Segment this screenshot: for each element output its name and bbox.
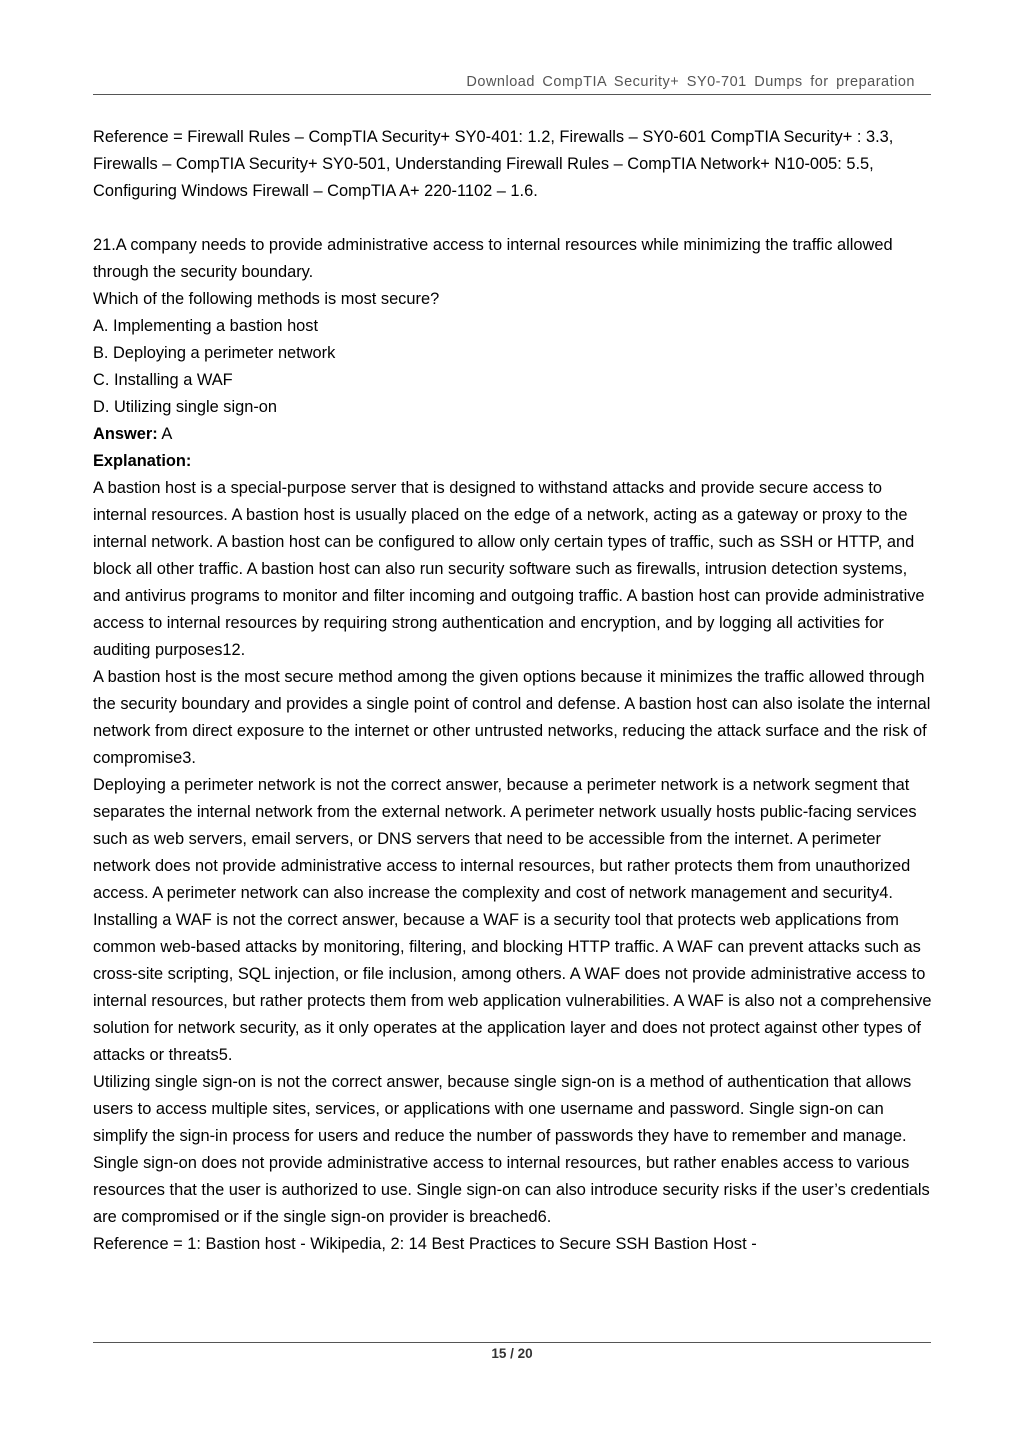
question-text: 21.A company needs to provide administrative access to internal resources while minimizing the traffic allowed through the security boundary. xyxy=(93,236,893,281)
page-header xyxy=(93,72,931,95)
explanation-label: Explanation: xyxy=(93,452,192,470)
footer-rule xyxy=(93,1342,931,1343)
explanation-paragraph: Utilizing single sign-on is not the correct answer, because single sign-on is a method of authentication that allows users to access multiple sites, services, or applications with one username and password. Single sign-on can simplify the sign-in process for users and reduce the number of passwords they have to remember and manage. Single sign-on does not provide administrative access to internal resources, but rather enables access to various resources that the user is authorized to use. Single sign-on can also introduce security risks if the user’s credentials are compromised or if the single sign-on provider is breached6. xyxy=(93,1073,930,1226)
explanation-paragraph: A bastion host is the most secure method among the given options because it minimizes the traffic allowed through the security boundary and provides a single point of control and defense. A bastion host can also isolate the internal network from direct exposure to the internet or other untrusted networks, reducing the attack surface and the risk of compromise3. xyxy=(93,668,931,767)
option-a: A. Implementing a bastion host xyxy=(93,317,319,335)
explanation-paragraph: Installing a WAF is not the correct answer, because a WAF is a security tool that protects web applications from common web-based attacks by monitoring, filtering, and blocking HTTP traffic. A WAF can prevent attacks such as cross-site scripting, SQL injection, or file inclusion, among others. A WAF does not provide administrative access to internal resources, but rather protects them from web application vulnerabilities. A WAF is also not a comprehensive solution for network security, as it only operates at the application layer and does not protect against other types of attacks or threats5. xyxy=(93,911,932,1064)
reference-bottom: Reference = 1: Bastion host - Wikipedia, 2: 14 Best Practices to Secure SSH Bastion Host - xyxy=(93,1235,757,1253)
header-title: Download CompTIA Security+ SY0-701 Dumps for preparation xyxy=(466,74,915,90)
page-content xyxy=(93,124,935,1258)
page-number: 15 / 20 xyxy=(491,1346,533,1361)
question-prompt: Which of the following methods is most secure? xyxy=(93,290,440,308)
spacer xyxy=(93,205,935,232)
answer-value: A xyxy=(161,425,173,443)
answer-label: Answer: xyxy=(93,425,158,443)
reference-top: Reference = Firewall Rules – CompTIA Security+ SY0-401: 1.2, Firewalls – SY0-601 CompTIA Security+ : 3.3, Firewalls – CompTIA Security+ SY0-501, Understanding Firewall Rules – CompTIA Network+ N10-005: 5.5, Configuring Windows Firewall – CompTIA A+ 220-1102 – 1.6. xyxy=(93,128,894,200)
option-d: D. Utilizing single sign-on xyxy=(93,398,278,416)
answer-line xyxy=(93,421,935,448)
explanation-paragraph: A bastion host is a special-purpose server that is designed to withstand attacks and provide secure access to internal resources. A bastion host is usually placed on the edge of a network, acting as a gateway or proxy to the internal network. A bastion host can be configured to allow only certain types of traffic, such as SSH or HTTP, and block all other traffic. A bastion host can also run security software such as firewalls, intrusion detection systems, and antivirus programs to monitor and filter incoming and outgoing traffic. A bastion host can provide administrative access to internal resources by requiring strong authentication and encryption, and by logging all activities for auditing purposes12. xyxy=(93,479,925,659)
explanation-paragraph: Deploying a perimeter network is not the correct answer, because a perimeter network is a network segment that separates the internal network from the external network. A perimeter network usually hosts public-facing services such as web servers, email servers, or DNS servers that need to be accessible from the internet. A perimeter network does not provide administrative access to internal resources, but rather protects them from unauthorized access. A perimeter network can also increase the complexity and cost of network management and security4. xyxy=(93,776,917,902)
option-c: C. Installing a WAF xyxy=(93,371,233,389)
option-b: B. Deploying a perimeter network xyxy=(93,344,336,362)
